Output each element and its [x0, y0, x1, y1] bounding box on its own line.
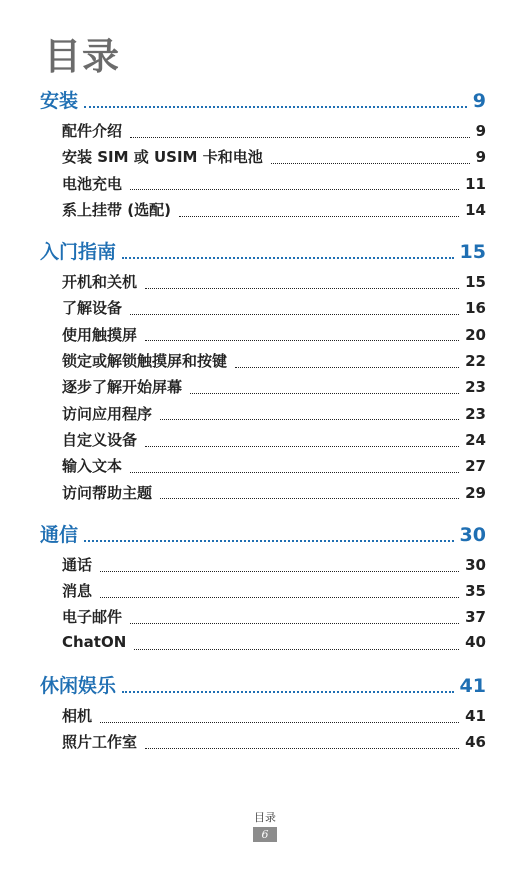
- toc-item-page: 14: [465, 200, 486, 219]
- leader-dots: [130, 472, 459, 473]
- toc-item-label: 相机: [62, 707, 93, 726]
- toc-item-page: 40: [465, 632, 486, 651]
- toc-heading-label: 入门指南: [40, 241, 117, 264]
- leader-dots: [235, 367, 459, 368]
- leader-dots: [271, 163, 470, 164]
- toc-item-label: 安装 SIM 或 USIM 卡和电池: [62, 148, 263, 167]
- toc-section-getting-started: [40, 237, 486, 508]
- toc-item[interactable]: [40, 606, 486, 632]
- toc-item-page: 23: [465, 378, 486, 397]
- toc-section-entertainment: [40, 671, 486, 758]
- page-number-badge: 6: [253, 827, 277, 842]
- toc-item[interactable]: [40, 705, 486, 731]
- leader-dots: [130, 137, 470, 138]
- toc-item[interactable]: [40, 324, 486, 350]
- toc-item-label: 锁定或解锁触摸屏和按键: [62, 352, 228, 371]
- toc-item[interactable]: [40, 554, 486, 580]
- toc-item-label: 自定义设备: [62, 430, 138, 449]
- leader-dots: [145, 340, 459, 341]
- leader-dots: [84, 540, 454, 542]
- toc-item-page: 15: [465, 273, 486, 292]
- toc-item-page: 30: [465, 555, 486, 574]
- toc-item-label: 消息: [62, 582, 93, 601]
- footer-label: 目录: [254, 811, 276, 824]
- leader-dots: [145, 446, 459, 447]
- toc-heading-label: 休闲娱乐: [40, 675, 117, 698]
- leader-dots: [145, 288, 459, 289]
- toc-item[interactable]: [40, 429, 486, 455]
- leader-dots: [190, 393, 459, 394]
- toc-item-label: 照片工作室: [62, 733, 138, 752]
- toc-item-label: 输入文本: [62, 457, 123, 476]
- toc-item-page: 27: [465, 457, 486, 476]
- toc-item[interactable]: [40, 350, 486, 376]
- toc-section-communication: [40, 520, 486, 659]
- toc-heading-page: 30: [459, 523, 486, 546]
- toc-item-page: 46: [465, 733, 486, 752]
- toc-item[interactable]: [40, 271, 486, 297]
- toc-item-page: 16: [465, 299, 486, 318]
- toc-item[interactable]: [40, 173, 486, 199]
- leader-dots: [160, 498, 459, 499]
- toc-item[interactable]: [40, 455, 486, 481]
- toc-item-page: 22: [465, 352, 486, 371]
- leader-dots: [145, 748, 459, 749]
- toc-item-label: 使用触摸屏: [62, 325, 138, 344]
- toc-item-page: 9: [475, 122, 486, 140]
- toc-item[interactable]: [40, 120, 486, 146]
- leader-dots: [122, 691, 454, 693]
- toc-heading-page: 9: [472, 90, 486, 112]
- toc-item-label: 电池充电: [62, 174, 123, 193]
- leader-dots: [179, 216, 459, 217]
- toc-item-label: ChatON: [62, 632, 127, 651]
- toc-heading[interactable]: [40, 86, 486, 120]
- leader-dots: [84, 106, 467, 108]
- leader-dots: [130, 314, 459, 315]
- toc-item[interactable]: [40, 633, 486, 659]
- leader-dots: [100, 722, 459, 723]
- toc-heading-page: 15: [459, 241, 486, 264]
- toc-item-label: 访问应用程序: [62, 404, 153, 423]
- table-of-contents: [40, 86, 486, 770]
- toc-item-label: 了解设备: [62, 299, 123, 318]
- toc-heading[interactable]: [40, 237, 486, 271]
- toc-item-page: 41: [465, 707, 486, 726]
- leader-dots: [100, 597, 459, 598]
- toc-heading-page: 41: [459, 675, 486, 698]
- page-title: 目录: [44, 35, 120, 78]
- toc-item-label: 逐步了解开始屏幕: [62, 378, 183, 397]
- toc-item[interactable]: [40, 731, 486, 757]
- toc-item-page: 9: [475, 148, 486, 167]
- toc-item[interactable]: [40, 146, 486, 172]
- toc-item-label: 开机和关机: [62, 273, 138, 292]
- toc-item-page: 29: [465, 483, 486, 502]
- toc-item-label: 系上挂带 (选配): [62, 200, 171, 219]
- leader-dots: [130, 189, 459, 190]
- toc-item-page: 24: [465, 430, 486, 449]
- toc-heading[interactable]: [40, 520, 486, 554]
- toc-section-install: [40, 86, 486, 225]
- toc-item-label: 访问帮助主题: [62, 483, 153, 502]
- toc-item[interactable]: [40, 580, 486, 606]
- leader-dots: [100, 571, 459, 572]
- toc-heading[interactable]: [40, 671, 486, 705]
- leader-dots: [130, 623, 459, 624]
- toc-item[interactable]: [40, 482, 486, 508]
- toc-item[interactable]: [40, 199, 486, 225]
- toc-item-page: 20: [465, 325, 486, 344]
- leader-dots: [122, 257, 454, 259]
- toc-item-page: 11: [465, 174, 486, 193]
- leader-dots: [160, 419, 459, 420]
- toc-item[interactable]: [40, 297, 486, 323]
- toc-item[interactable]: [40, 403, 486, 429]
- toc-item-label: 配件介绍: [62, 122, 123, 140]
- leader-dots: [134, 649, 459, 650]
- toc-item[interactable]: [40, 376, 486, 402]
- toc-item-page: 23: [465, 404, 486, 423]
- toc-item-page: 37: [465, 608, 486, 627]
- toc-heading-label: 通信: [40, 523, 79, 546]
- toc-item-label: 电子邮件: [62, 608, 123, 627]
- toc-item-label: 通话: [62, 555, 93, 574]
- toc-heading-label: 安装: [40, 90, 79, 112]
- toc-item-page: 35: [465, 582, 486, 601]
